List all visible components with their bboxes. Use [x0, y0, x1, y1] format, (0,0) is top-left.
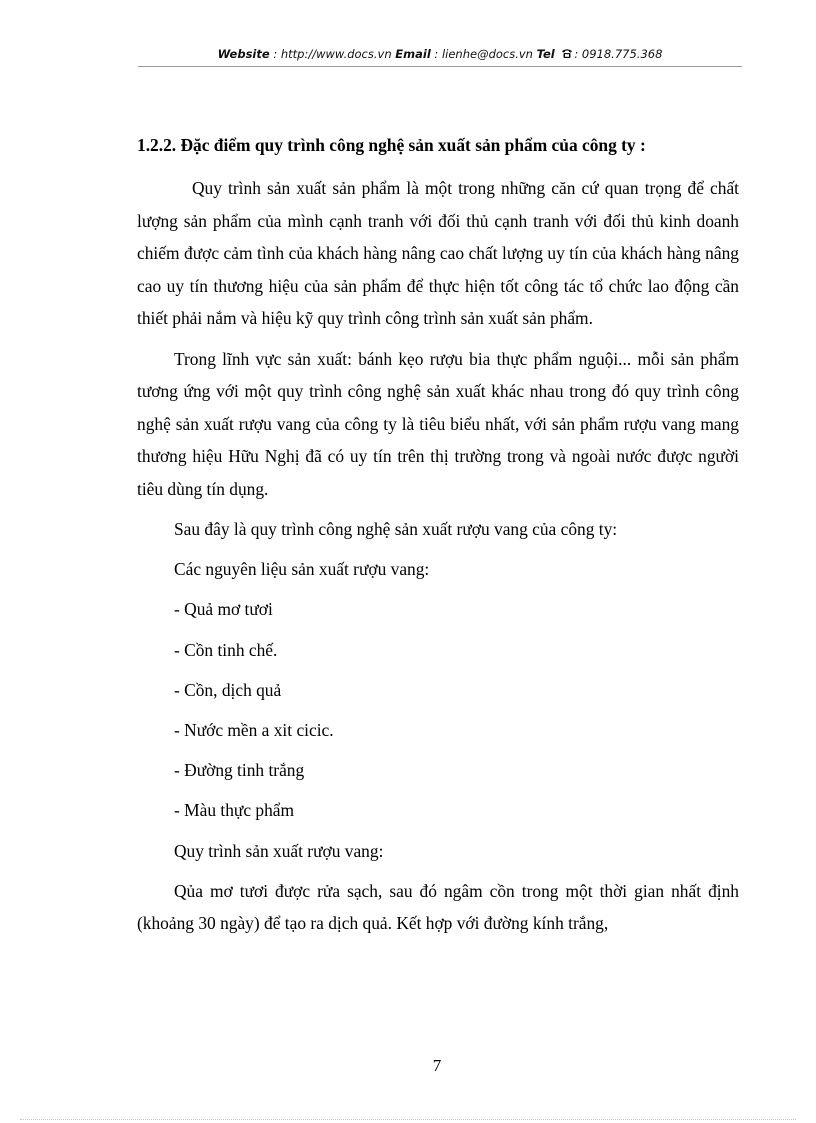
page-header	[138, 47, 742, 62]
text-line: Các nguyên liệu sản xuất rượu vang:	[174, 559, 430, 580]
paragraph: Quy trình sản xuất sản phẩm là một trong những căn cứ quan trọng để chất lượng sản phẩm của mình cạnh tranh với đối thủ cạnh tranh với đối thủ kinh doanh chiếm được cảm tình của khách hàng nâng cao chất lượng uy tín của khách hàng nâng cao uy tín thương hiệu của sản phẩm để thực hiện tốt công tác tổ chức lao động cần thiết phải nắm và hiệu kỹ quy trình công trình sản xuất sản phẩm.	[137, 178, 739, 328]
phone-icon	[561, 48, 573, 62]
list-item: - Màu thực phẩm	[174, 800, 295, 821]
list-item: - Quả mơ tươi	[174, 599, 273, 620]
list-item: - Đường tinh trắng	[174, 760, 305, 781]
body-text	[137, 130, 739, 948]
paragraph: Trong lĩnh vực sản xuất: bánh kẹo rượu bia thực phẩm nguội... mỗi sản phẩm tương ứng với một quy trình công nghệ sản xuất khác nhau trong đó quy trình công nghệ sản xuất rượu vang của công ty là tiêu biểu nhất, với sản phẩm rượu vang mang thương hiệu Hữu Nghị đã có uy tín trên thị trường trong và ngoài nước được người tiêu dùng tín dụng.	[137, 348, 739, 499]
list-item: - Cồn tinh chế.	[174, 639, 278, 660]
header-rule	[138, 66, 742, 67]
website-label: Website	[217, 47, 270, 61]
tel-label: Tel	[536, 47, 555, 61]
page-bottom-border	[20, 1119, 796, 1120]
text-line: Sau đây là quy trình công nghệ sản xuất rượu vang của công ty:	[174, 519, 618, 539]
website-value: : http://www.docs.vn	[269, 47, 396, 61]
email-label: Email	[395, 47, 431, 61]
section-heading: 1.2.2. Đặc điểm quy trình công nghệ sản xuất sản phẩm của công ty :	[137, 135, 646, 155]
paragraph: Qủa mơ tươi được rửa sạch, sau đó ngâm cồn trong một thời gian nhất định (khoảng 30 ngày) để tạo ra dịch quả. Kết hợp với đường kính trắng,	[137, 880, 739, 934]
list-item: - Cồn, dịch quả	[174, 679, 282, 700]
list-item: - Nước mền a xit cicic.	[174, 719, 334, 740]
text-line: Quy trình sản xuất rượu vang:	[174, 840, 384, 861]
email-value: : lienhe@docs.vn	[430, 47, 537, 61]
tel-value: : 0918.775.368	[574, 47, 663, 61]
page-number: 7	[432, 1056, 442, 1075]
